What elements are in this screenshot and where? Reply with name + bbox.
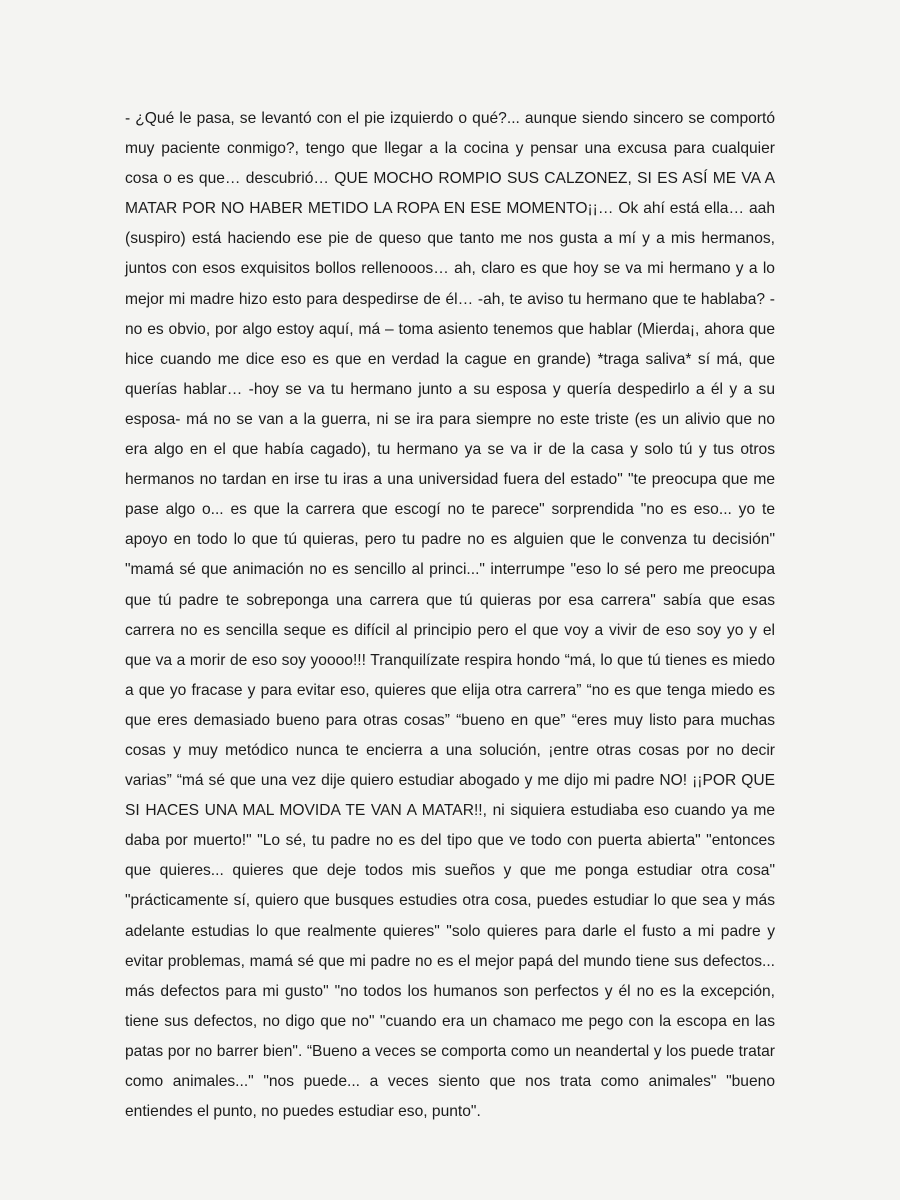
body-paragraph: - ¿Qué le pasa, se levantó con el pie izquierdo o qué?... aunque siendo sincero se comportó muy paciente conmigo?, tengo que llegar a la cocina y pensar una excusa para cualquier cosa o es que… descubrió… QUE MOCHO ROMPIO SUS CALZONEZ, SI ES ASÍ ME VA A MATAR POR NO HABER METIDO LA ROPA EN ESE MOMENTO¡¡… Ok ahí está ella… aah (suspiro) está haciendo ese pie de queso que tanto me nos gusta a mí y a mis hermanos, juntos con esos exquisitos bollos rellenooos… ah, claro es que hoy se va mi hermano y a lo mejor mi madre hizo esto para despedirse de él… -ah, te aviso tu hermano que te hablaba? -no es obvio, por algo estoy aquí, má – toma asiento tenemos que hablar (Mierda¡, ahora que hice cuando me dice eso es que en verdad la cague en grande) *traga saliva* sí má, que querías hablar… -hoy se va tu hermano junto a su esposa y quería despedirlo a él y a su esposa- má no se van a la guerra, ni se ira para siempre no este triste (es un alivio que no era algo en el que había cagado), tu hermano ya se va ir de la casa y solo tú y tus otros hermanos no tardan en irse tu iras a una universidad fuera del estado" "te preocupa que me pase algo o... es que la carrera que escogí no te parece" sorprendida "no es eso... yo te apoyo en todo lo que tú quieras, pero tu padre no es alguien que le convenza tu decisión" "mamá sé que animación no es sencillo al princi..." interrumpe "eso lo sé pero me preocupa que tú padre te sobreponga una carrera que tú quieras por esa carrera" sabía que esas carrera no es sencilla seque es difícil al principio pero el que voy a vivir de eso soy yo y el que va a morir de eso soy yoooo!!! Tranquilízate respira hondo “má, lo que tú tienes es miedo a que yo fracase y para evitar eso, quieres que elija otra carrera” “no es que tenga miedo es que eres demasiado bueno para otras cosas” “bueno en que” “eres muy listo para muchas cosas y muy metódico nunca te encierra a una solución, ¡entre otras cosas por no decir varias” “má sé que una vez dije quiero estudiar abogado y me dijo mi padre NO! ¡¡POR QUE SI HACES UNA MAL MOVIDA TE VAN A MATAR!!, ni siquiera estudiaba eso cuando ya me daba por muerto!" "Lo sé, tu padre no es del tipo que ve todo con puerta abierta" "entonces que quieres... quieres que deje todos mis sueños y que me ponga estudiar otra cosa" "prácticamente sí, quiero que busques estudies otra cosa, puedes estudiar lo que sea y más adelante estudias lo que realmente quieres" "solo quieres para darle el fusto a mi padre y evitar problemas, mamá sé que mi padre no es el mejor papá del mundo tiene sus defectos... más defectos para mi gusto" "no todos los humanos son perfectos y él no es la excepción, tiene sus defectos, no digo que no" "cuando era un chamaco me pego con la escopa en las patas por no barrer bien". “Bueno a veces se comporta como un neandertal y los puede tratar como animales..." "nos puede... a veces siento que nos trata como animales" "bueno entiendes el punto, no puedes estudiar eso, punto". [125,110,775,1121]
